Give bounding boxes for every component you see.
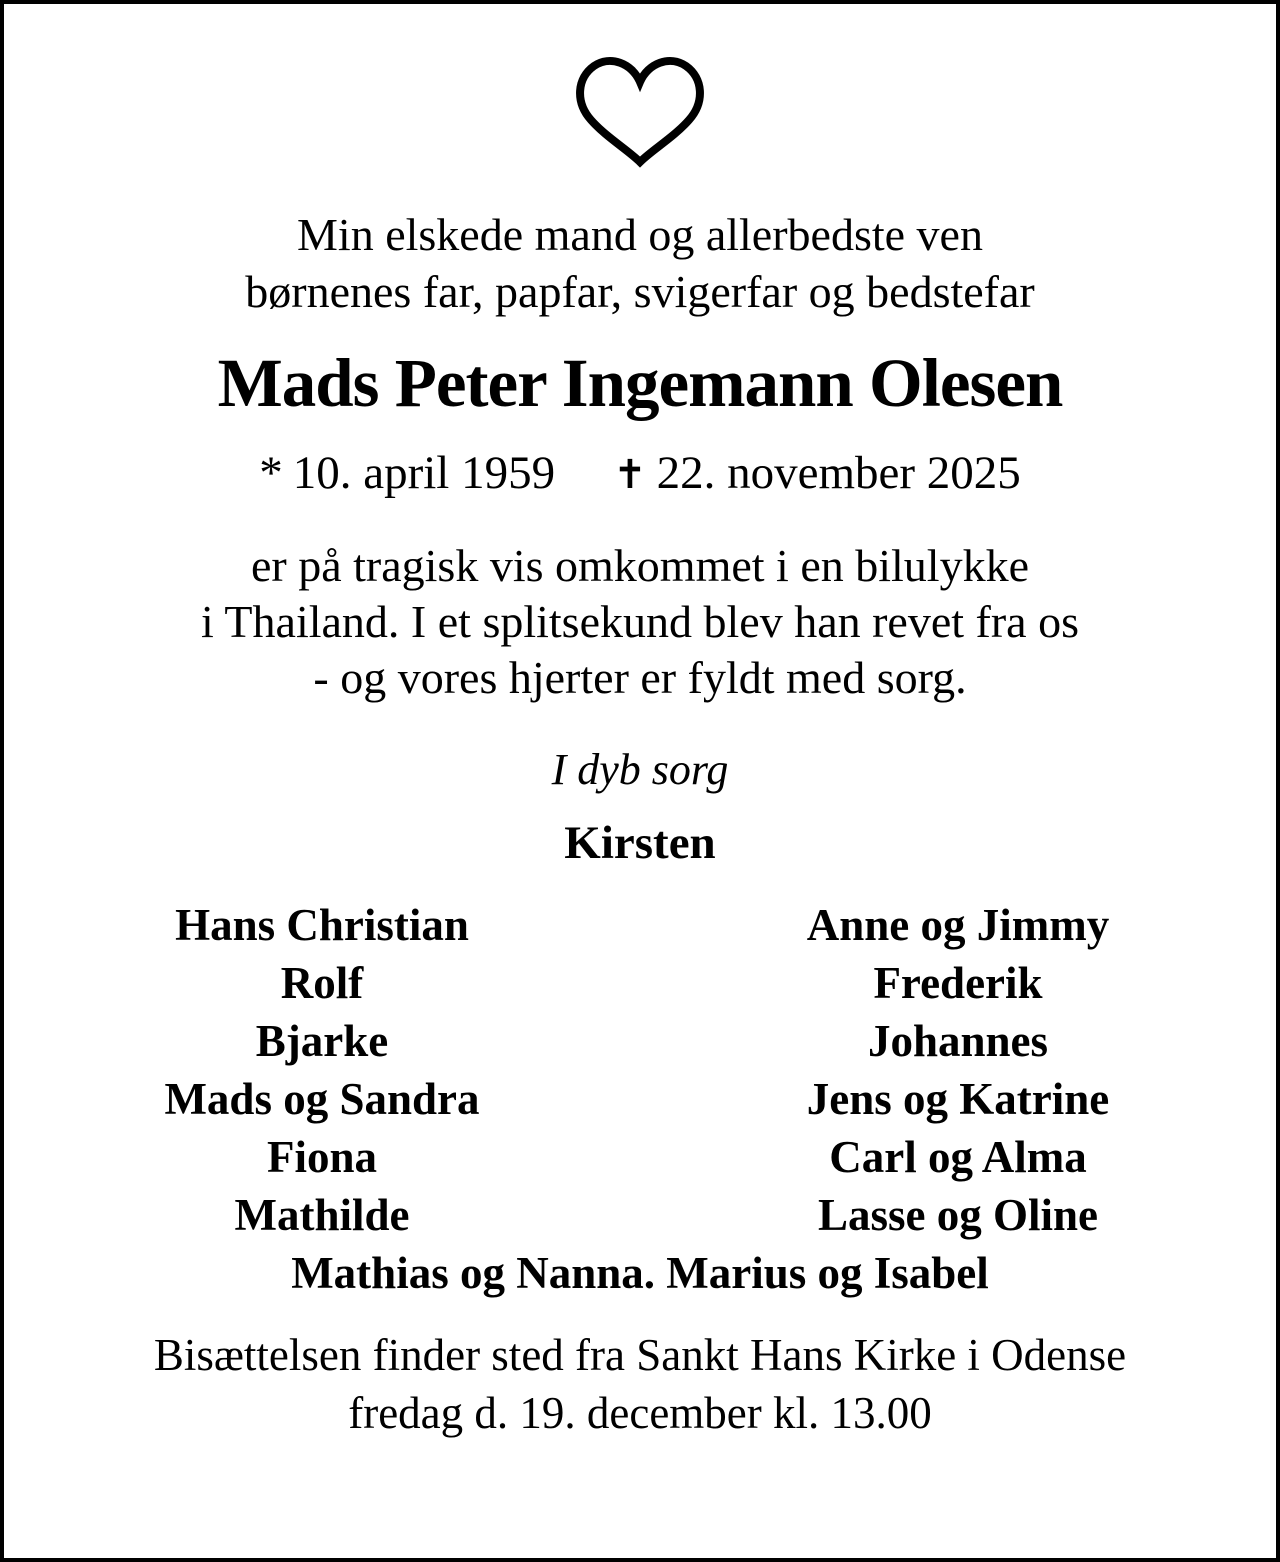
obituary-body [4, 538, 1276, 706]
death-cross-icon: ✝ [613, 452, 647, 498]
mourner-name: Jens og Katrine [806, 1074, 1110, 1124]
ceremony-line-2: fredag d. 19. december kl. 13.00 [348, 1388, 932, 1438]
ceremony-line-1: Bisættelsen finder sted fra Sankt Hans Kirke i Odense [153, 1330, 1127, 1380]
primary-mourner: Kirsten [564, 817, 716, 869]
mourner-name: Frederik [873, 958, 1043, 1008]
mourners-left-column [4, 896, 640, 1244]
birth-date-group [259, 447, 555, 499]
mourners-combined-line: Mathias og Nanna. Marius og Isabel [291, 1248, 989, 1298]
mourner-name: Carl og Alma [829, 1132, 1087, 1182]
mourner-name: Lasse og Oline [817, 1190, 1099, 1240]
mourner-name: Hans Christian [175, 900, 469, 950]
death-date-group [613, 447, 1021, 499]
obituary-line-3: - og vores hjerter er fyldt med sorg. [313, 652, 967, 703]
mourner-name: Rolf [280, 958, 364, 1008]
mourners-columns [4, 896, 1276, 1244]
death-date: 22. november 2025 [656, 447, 1021, 499]
life-dates [4, 444, 1276, 504]
deceased-name: Mads Peter Ingemann Olesen [217, 345, 1063, 421]
mourner-name: Mads og Sandra [164, 1074, 480, 1124]
mourner-name: Anne og Jimmy [806, 900, 1110, 950]
obituary-line-1: er på tragisk vis omkommet i en bilulykke [250, 540, 1030, 591]
intro-text [4, 206, 1276, 320]
mourners-right-column [640, 896, 1276, 1244]
birth-date: 10. april 1959 [292, 447, 556, 499]
intro-line-2: børnenes far, papfar, svigerfar og bedstefar [245, 266, 1035, 317]
mourner-name: Johannes [867, 1016, 1049, 1066]
ceremony-info [4, 1326, 1276, 1442]
heart-icon [4, 54, 1276, 170]
birth-asterisk-symbol: * [259, 447, 283, 499]
mourning-phrase: I dyb sorg [551, 745, 729, 794]
mourner-name: Mathilde [234, 1190, 410, 1240]
obituary-line-2: i Thailand. I et splitsekund blev han revet fra os [200, 596, 1080, 647]
mourner-name: Bjarke [255, 1016, 389, 1066]
intro-line-1: Min elskede mand og allerbedste ven [297, 209, 983, 260]
mourner-name: Fiona [266, 1132, 378, 1182]
